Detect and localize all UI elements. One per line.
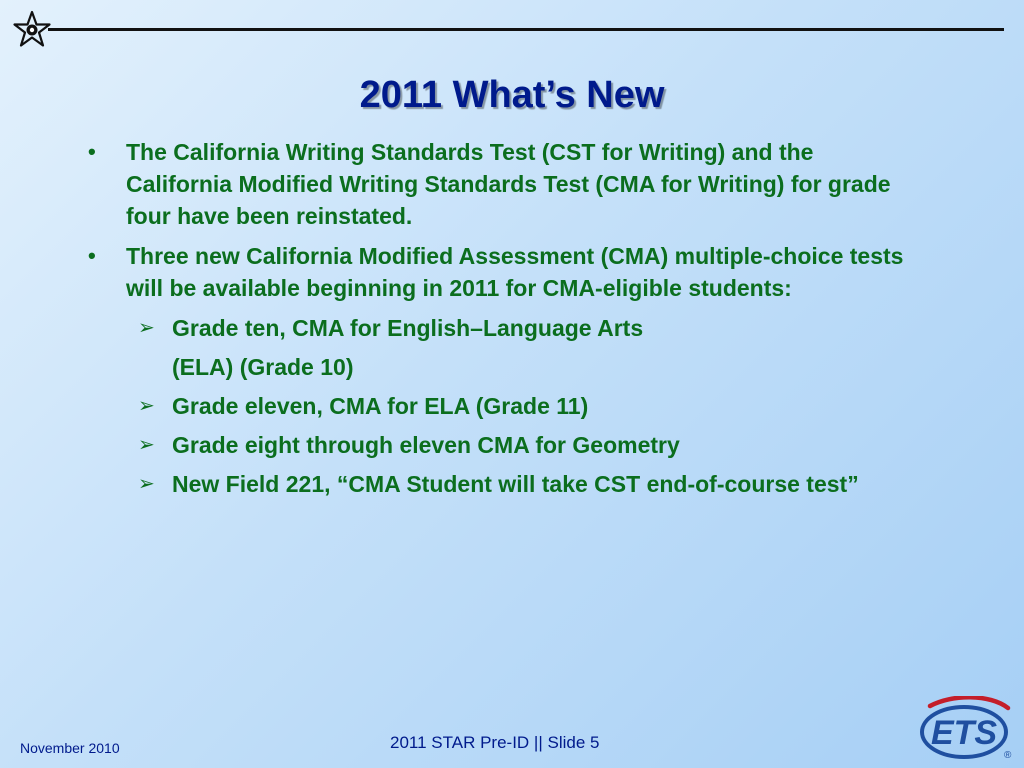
arrow-icon: ➢ — [138, 434, 155, 456]
subbullet-item — [86, 390, 916, 422]
subbullet-text: Grade ten, CMA for English–Language Arts — [172, 315, 644, 341]
footer-slide-info: 2011 STAR Pre-ID || Slide 5 — [390, 733, 600, 752]
registered-mark: ® — [1004, 750, 1012, 761]
arrow-icon: ➢ — [138, 473, 155, 495]
bullet-item — [86, 136, 916, 232]
subbullet-continuation: (ELA) (Grade 10) — [172, 354, 354, 380]
bullet-item — [86, 240, 916, 304]
footer-date: November 2010 — [20, 740, 120, 756]
subbullet-item — [86, 468, 916, 500]
bullet-text: The California Writing Standards Test (CST for Writing) and the California Modified Writing Standards Test (CMA for Writing) for grade four have been reinstated. — [126, 139, 891, 229]
subbullet-item — [86, 312, 916, 344]
subbullet-text: Grade eleven, CMA for ELA (Grade 11) — [172, 393, 589, 419]
subbullet-text: New Field 221, “CMA Student will take CST end-of-course test” — [172, 471, 859, 497]
bullet-text: Three new California Modified Assessment (CMA) multiple-choice tests will be available beginning in 2011 for CMA-eligible students: — [126, 243, 904, 301]
slide-title: 2011 What’s New — [359, 74, 665, 116]
arrow-icon: ➢ — [138, 395, 155, 417]
subbullet-text: Grade eight through eleven CMA for Geometry — [172, 432, 680, 458]
star-icon — [12, 10, 52, 50]
ets-logo — [918, 696, 1014, 762]
arrow-icon: ➢ — [138, 317, 155, 339]
ets-logo-text: ETS — [930, 714, 998, 752]
bullet-marker: • — [88, 139, 96, 164]
bullet-marker: • — [88, 243, 96, 268]
slide-body — [86, 136, 916, 507]
header-divider — [48, 28, 1004, 31]
subbullet-item — [86, 429, 916, 461]
